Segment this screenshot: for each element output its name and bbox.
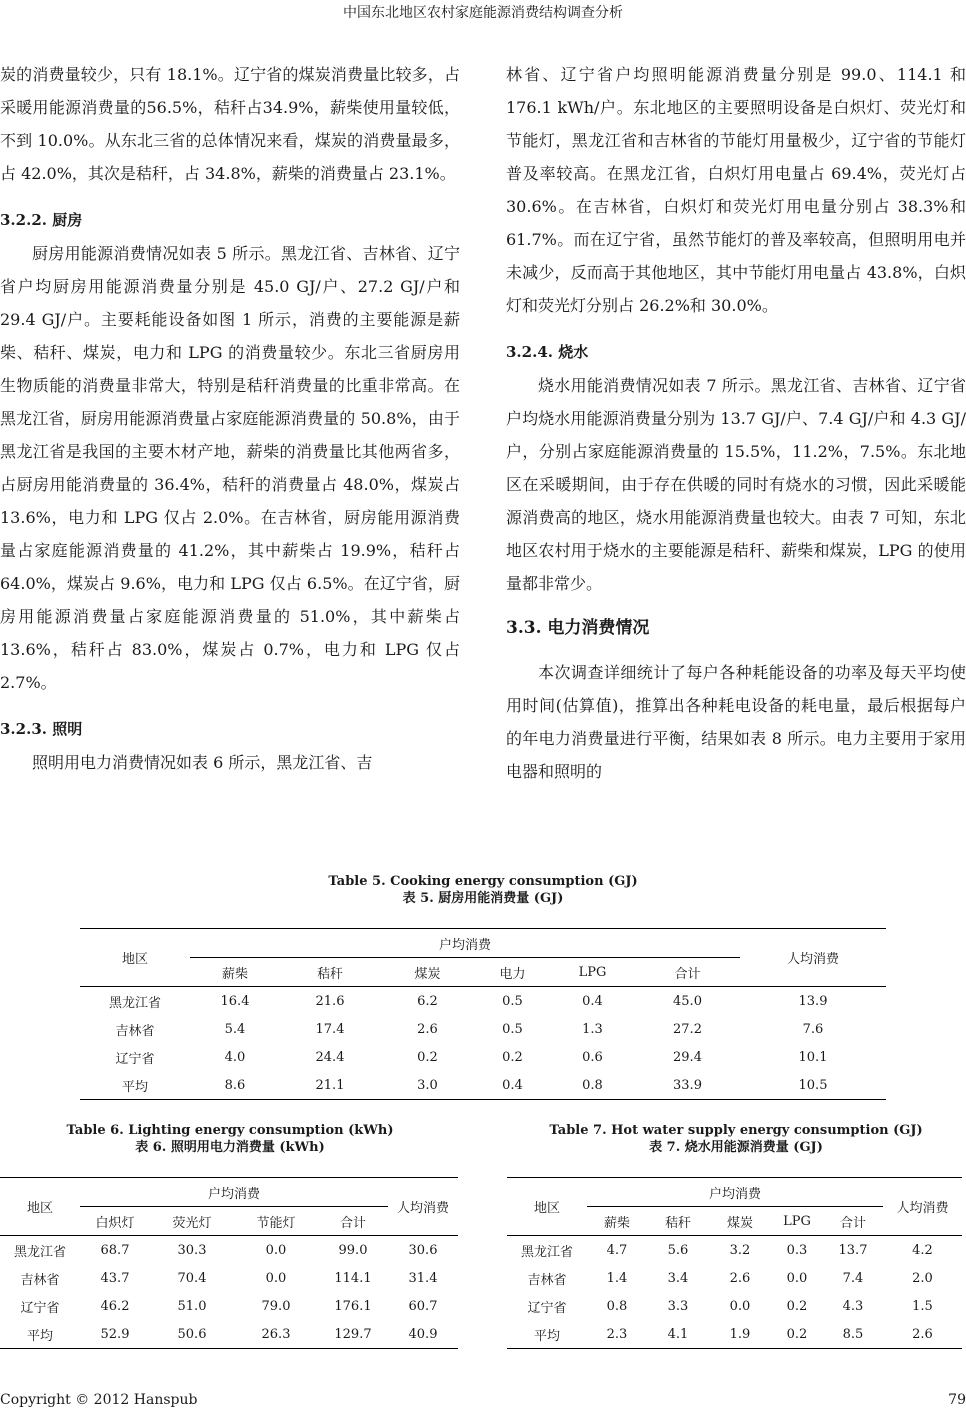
value-cell: 0.2 [786, 1298, 808, 1314]
value-cell: 0.0 [729, 1298, 751, 1314]
value-cell: 7.4 [842, 1270, 864, 1286]
value-cell: 5.6 [667, 1242, 689, 1258]
column-header: 秸秆 [647, 1207, 709, 1236]
section-heading-lighting: 3.2.3. 照明 [0, 720, 83, 738]
running-header: 中国东北地区农村家庭能源消费结构调查分析 [343, 5, 623, 21]
value-cell: 8.5 [823, 1320, 883, 1349]
table-row [0, 1292, 458, 1320]
per-capita-cell: 10.5 [740, 1071, 886, 1100]
value-cell: 4.1 [647, 1320, 709, 1349]
paragraph-lighting-start: 照明用电力消费情况如表 6 所示，黑龙江省、吉 [32, 753, 373, 772]
value-cell: 0.5 [502, 1021, 523, 1037]
value-cell: 0.0 [786, 1270, 808, 1286]
paragraph-heating-summary: 炭的消费量较少，只有 18.1%。辽宁省的煤炭消费量比较多，占采暖用能源消费量的56.5%，秸秆占34.9%，薪柴使用量较低，不到 10.0%。从东北三省的总体情况来看，煤炭的消费量最多，占 42.0%，其次是秸秆，占 34.8%，薪柴的消费量占 23.1%。 [0, 65, 460, 183]
value-cell: 43.7 [100, 1270, 130, 1286]
column-header: 合计 [635, 958, 740, 987]
per-capita-cell: 30.6 [408, 1242, 438, 1258]
value-cell: 0.5 [502, 993, 523, 1009]
paragraph-electricity: 本次调查详细统计了每户各种耗能设备的功率及每天平均使用时间(估算值)，推算出各种耗电设备的耗电量，最后根据每户的年电力消费量进行平衡，结果如表 8 所示。电力主要用于家用电器和照明的 [506, 663, 966, 781]
left-column [0, 58, 460, 779]
region-cell: 吉林省 [20, 1272, 60, 1288]
value-cell: 52.9 [80, 1320, 150, 1349]
table-row [80, 1071, 886, 1100]
column-header: 薪柴 [190, 958, 280, 987]
paragraph-kitchen: 厨房用能源消费情况如表 5 所示。黑龙江省、吉林省、辽宁省户均厨房用能源消费量分别是 45.0 GJ/户、27.2 GJ/户和 29.4 GJ/户。主要耗能设备如图 1 所示，消费的主要能源是薪柴、秸秆、煤炭，电力和 LPG 的消费量较少。东北三省厨房用生物质能的消费量非常大，特别是秸秆消费量的比重非常高。在黑龙江省，厨房用能源消费量占家庭能源消费量的 50.8%，由于黑龙江省是我国的主要木材产地，薪柴的消费量比其他两省多，占厨房用能消费量的 36.4%，秸秆的消费量占 48.0%，煤炭占 13.6%，电力和 LPG 仅占 2.0%。在吉林省，厨房能用源消费量占家庭能源消费量的 41.2%，其中薪柴占 19.9%，秸秆占 64.0%，煤炭占 9.6%，电力和 LPG 仅占 6.5%。在辽宁省，厨房用能源消费量占家庭能源消费量的 51.0%，其中薪柴占 13.6%，秸秆占 83.0%，煤炭占 0.7%，电力和 LPG 仅占 2.7%。 [0, 244, 460, 692]
household-group-header: 户均消费 [190, 929, 740, 958]
per-capita-cell: 2.0 [912, 1270, 933, 1286]
per-capita-cell: 2.6 [883, 1320, 962, 1349]
region-header: 地区 [0, 1178, 80, 1236]
value-cell: 5.4 [224, 1021, 246, 1037]
table7-hot-water [507, 1177, 962, 1349]
table5-cooking [80, 928, 886, 1100]
value-cell: 4.7 [606, 1242, 628, 1258]
value-cell: 0.8 [606, 1298, 628, 1314]
column-header: 秸秆 [280, 958, 380, 987]
table-row [507, 1236, 962, 1265]
table-row [507, 1292, 962, 1320]
value-cell: 16.4 [220, 993, 250, 1009]
value-cell: 1.9 [709, 1320, 771, 1349]
value-cell: 0.6 [582, 1049, 603, 1065]
table-row [80, 1015, 886, 1043]
value-cell: 21.1 [280, 1071, 380, 1100]
table7-caption [506, 1122, 966, 1156]
household-group-header: 户均消费 [587, 1178, 883, 1207]
value-cell: 2.6 [417, 1021, 438, 1037]
table5-caption-en: Table 5. Cooking energy consumption (GJ) [328, 874, 638, 889]
table-row [0, 1320, 458, 1349]
column-header: LPG [771, 1207, 823, 1236]
header-row [80, 929, 886, 958]
column-header: 薪柴 [587, 1207, 647, 1236]
value-cell: 30.3 [177, 1242, 207, 1258]
column-header: 电力 [475, 958, 550, 987]
region-cell: 黑龙江省 [520, 1244, 573, 1260]
per-capita-cell: 10.1 [798, 1049, 828, 1065]
footer-copyright: Copyright © 2012 Hanspub [0, 1392, 198, 1408]
column-header: LPG [550, 958, 635, 987]
value-cell: 8.6 [190, 1071, 280, 1100]
value-cell: 24.4 [315, 1049, 345, 1065]
column-header: 节能灯 [234, 1207, 318, 1236]
table7-caption-zh: 表 7. 烧水用能源消费量 (GJ) [649, 1140, 823, 1155]
region-cell: 辽宁省 [20, 1300, 60, 1316]
region-cell: 平均 [80, 1071, 190, 1100]
value-cell: 1.4 [606, 1270, 628, 1286]
per-capita-cell: 13.9 [798, 993, 828, 1009]
header-row [0, 1178, 458, 1207]
table-row [507, 1264, 962, 1292]
column-header: 煤炭 [709, 1207, 771, 1236]
table-row [0, 1236, 458, 1265]
table5-caption [0, 873, 966, 907]
value-cell: 4.0 [224, 1049, 246, 1065]
value-cell: 129.7 [318, 1320, 388, 1349]
table6-caption-zh: 表 6. 照明用电力消费量 (kWh) [135, 1140, 325, 1155]
value-cell: 99.0 [338, 1242, 368, 1258]
value-cell: 0.2 [417, 1049, 438, 1065]
value-cell: 0.2 [502, 1049, 523, 1065]
region-cell: 黑龙江省 [13, 1244, 66, 1260]
per-capita-cell: 1.5 [912, 1298, 933, 1314]
region-cell: 平均 [507, 1320, 587, 1349]
table6-lighting [0, 1177, 458, 1349]
per-capita-cell: 7.6 [802, 1021, 824, 1037]
table-row [507, 1320, 962, 1349]
value-cell: 27.2 [673, 1021, 702, 1037]
right-column [506, 58, 966, 788]
value-cell: 0.4 [475, 1071, 550, 1100]
value-cell: 2.6 [729, 1270, 751, 1286]
column-header: 煤炭 [380, 958, 475, 987]
value-cell: 2.3 [587, 1320, 647, 1349]
per-capita-cell: 60.7 [408, 1298, 438, 1314]
value-cell: 45.0 [673, 993, 702, 1009]
table-row [80, 987, 886, 1016]
per-capita-header: 人均消费 [740, 929, 886, 987]
value-cell: 79.0 [261, 1298, 291, 1314]
column-header: 合计 [823, 1207, 883, 1236]
per-capita-header: 人均消费 [883, 1178, 962, 1236]
value-cell: 1.3 [582, 1021, 603, 1037]
value-cell: 33.9 [635, 1071, 740, 1100]
per-capita-cell: 31.4 [408, 1270, 438, 1286]
value-cell: 0.3 [786, 1242, 808, 1258]
value-cell: 51.0 [177, 1298, 207, 1314]
header-row [507, 1178, 962, 1207]
value-cell: 26.3 [234, 1320, 318, 1349]
section-heading-electricity: 3.3. 电力消费情况 [506, 618, 650, 638]
region-cell: 辽宁省 [527, 1300, 567, 1316]
footer-page-number: 79 [948, 1392, 966, 1408]
value-cell: 68.7 [100, 1242, 130, 1258]
section-heading-kitchen: 3.2.2. 厨房 [0, 211, 83, 229]
region-cell: 吉林省 [115, 1023, 155, 1039]
value-cell: 0.2 [771, 1320, 823, 1349]
paragraph-hot-water: 烧水用能消费情况如表 7 所示。黑龙江省、吉林省、辽宁省户均烧水用能源消费量分别为 13.7 GJ/户、7.4 GJ/户和 4.3 GJ/户，分别占家庭能源消费量的 15.5%，11.2%，7.5%。东北地区在采暖期间，由于存在供暖的同时有烧水的习惯，因此采暖能源消费高的地区，烧水用能源消费量也较大。由表 7 可知，东北地区农村用于烧水的主要能源是秸秆、薪柴和煤炭，LPG 的使用量都非常少。 [506, 376, 966, 593]
value-cell: 0.0 [265, 1242, 287, 1258]
value-cell: 0.4 [582, 993, 603, 1009]
value-cell: 3.0 [380, 1071, 475, 1100]
table5-caption-zh: 表 5. 厨房用能消费量 (GJ) [402, 891, 564, 906]
table6-caption [0, 1122, 460, 1156]
region-cell: 吉林省 [527, 1272, 567, 1288]
column-header: 荧光灯 [150, 1207, 234, 1236]
table-row [80, 1043, 886, 1071]
region-header: 地区 [507, 1178, 587, 1236]
value-cell: 4.3 [842, 1298, 864, 1314]
value-cell: 21.6 [315, 993, 345, 1009]
value-cell: 0.8 [550, 1071, 635, 1100]
value-cell: 70.4 [177, 1270, 207, 1286]
household-group-header: 户均消费 [80, 1178, 388, 1207]
value-cell: 176.1 [334, 1298, 372, 1314]
region-cell: 平均 [0, 1320, 80, 1349]
per-capita-cell: 4.2 [912, 1242, 933, 1258]
region-header: 地区 [80, 929, 190, 987]
value-cell: 3.4 [667, 1270, 689, 1286]
value-cell: 13.7 [838, 1242, 868, 1258]
value-cell: 114.1 [334, 1270, 372, 1286]
value-cell: 29.4 [673, 1049, 702, 1065]
table7-caption-en: Table 7. Hot water supply energy consumption (GJ) [549, 1123, 923, 1138]
per-capita-cell: 40.9 [388, 1320, 458, 1349]
value-cell: 6.2 [417, 993, 438, 1009]
value-cell: 50.6 [150, 1320, 234, 1349]
paragraph-lighting-cont: 林省、辽宁省户均照明能源消费量分别是 99.0、114.1 和 176.1 kWh/户。东北地区的主要照明设备是白炽灯、荧光灯和节能灯，黑龙江省和吉林省的节能灯用量极少，辽宁省的节能灯普及率较高。在黑龙江省，白炽灯用电量占 69.4%，荧光灯占 30.6%。在吉林省，白炽灯和荧光灯用电量分别占 38.3%和 61.7%。而在辽宁省，虽然节能灯的普及率较高，但照明用电并未减少，反而高于其他地区，其中节能灯用电量占 43.8%，白炽灯和荧光灯分别占 26.2%和 30.0%。 [506, 65, 966, 315]
column-header: 白炽灯 [80, 1207, 150, 1236]
region-cell: 黑龙江省 [108, 995, 161, 1011]
table-row [0, 1264, 458, 1292]
section-heading-hot-water: 3.2.4. 烧水 [506, 343, 589, 361]
region-cell: 辽宁省 [115, 1051, 155, 1067]
value-cell: 0.0 [265, 1270, 287, 1286]
per-capita-header: 人均消费 [388, 1178, 458, 1236]
value-cell: 17.4 [315, 1021, 345, 1037]
column-header: 合计 [318, 1207, 388, 1236]
value-cell: 46.2 [100, 1298, 130, 1314]
table6-caption-en: Table 6. Lighting energy consumption (kWh) [66, 1123, 394, 1138]
value-cell: 3.3 [667, 1298, 689, 1314]
value-cell: 3.2 [729, 1242, 751, 1258]
